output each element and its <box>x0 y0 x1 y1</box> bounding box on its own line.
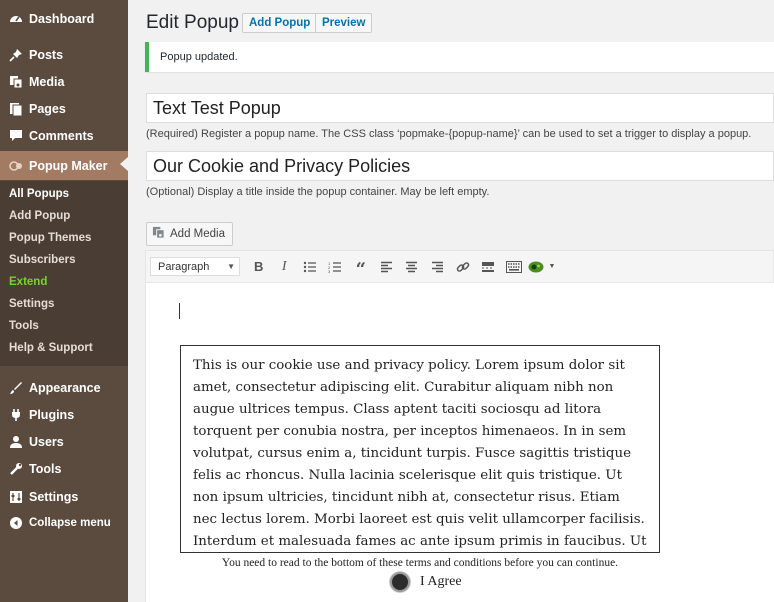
menu-comments[interactable] <box>0 123 128 149</box>
menu-tools[interactable] <box>0 456 128 482</box>
policy-text: This is our cookie use and privacy policy. Lorem ipsum dolor sit amet, consectetur adipiscing elit. Curabitur aliquam nibh non augue ultrices tempus. Class aptent taciti sociosqu ad litora torquent per conubia nostra, per inceptos himenaeos. In in sem volutpat, cursus enim a, tincidunt turpis. Fusce sagittis tristique felis ac rhoncus. Nulla lacinia scelerisque elit quis tristique. Ut non ipsum ultricies, tincidunt nibh at, consectetur risus. Etiam nec lectus lorem. Morbi laoreet est quis velit ullamcorper facilisis. Interdum et malesuada fames ac ante ipsum primis in faucibus. Ut <box>193 358 647 549</box>
align-center-icon <box>405 261 418 273</box>
italic-button[interactable] <box>272 257 298 277</box>
popup-maker-shortcode-button[interactable] <box>527 257 557 277</box>
notice-text: Popup updated. <box>160 51 238 63</box>
popup-maker-submenu <box>0 181 128 366</box>
menu-label: Pages <box>29 102 66 116</box>
popup-title-value: Our Cookie and Privacy Policies <box>153 155 411 176</box>
add-popup-button[interactable]: Add Popup <box>242 13 317 33</box>
read-more-button[interactable] <box>476 257 502 277</box>
italic-icon: I <box>281 258 287 274</box>
popup-title-help: (Optional) Display a title inside the popup container. May be left empty. <box>146 186 490 198</box>
menu-label: Comments <box>29 129 94 143</box>
settings-icon <box>9 490 23 504</box>
popup-name-input[interactable] <box>146 93 774 123</box>
add-media-label: Add Media <box>170 228 225 240</box>
numbered-list-icon <box>328 261 342 273</box>
menu-dashboard[interactable] <box>0 6 128 32</box>
insert-link-button[interactable] <box>450 257 476 277</box>
menu-label: Media <box>29 75 65 89</box>
menu-posts[interactable] <box>0 42 128 68</box>
menu-appearance[interactable] <box>0 375 128 401</box>
pin-icon <box>9 48 23 62</box>
plug-icon <box>9 408 23 422</box>
editor-content[interactable] <box>145 283 774 602</box>
popup-name-value: Text Test Popup <box>153 97 281 118</box>
format-select-value: Paragraph <box>158 260 210 273</box>
terms-note: You need to read to the bottom of these terms and conditions before you can continue. <box>221 557 619 569</box>
submenu-popup-themes[interactable]: Popup Themes <box>9 232 92 244</box>
dashboard-icon <box>9 12 23 26</box>
menu-label: Tools <box>29 462 62 476</box>
menu-media[interactable] <box>0 69 128 95</box>
wrench-icon <box>9 462 23 476</box>
menu-label: Collapse menu <box>29 517 111 529</box>
svg-text:2: 2 <box>328 264 331 270</box>
page-icon <box>9 102 23 116</box>
media-icon <box>9 75 23 89</box>
svg-text:3: 3 <box>328 268 331 273</box>
numbered-list-button[interactable] <box>323 257 349 277</box>
agree-radio[interactable] <box>390 572 410 592</box>
policy-text-box[interactable] <box>180 345 660 553</box>
chevron-down-icon: ▼ <box>548 263 556 270</box>
menu-label: Users <box>29 435 64 449</box>
preview-button[interactable]: Preview <box>315 13 372 33</box>
comment-icon <box>9 129 23 143</box>
text-cursor <box>179 303 180 319</box>
admin-sidebar <box>0 0 128 602</box>
submenu-help-support[interactable]: Help & Support <box>9 342 93 354</box>
page-title: Edit Popup <box>146 12 239 33</box>
menu-users[interactable] <box>0 429 128 455</box>
bold-icon: B <box>254 259 264 274</box>
popup-title-input[interactable] <box>146 151 774 181</box>
menu-label: Settings <box>29 490 79 504</box>
keyboard-icon <box>506 261 522 273</box>
editor-toolbar <box>145 250 774 283</box>
add-media-button[interactable] <box>146 222 233 246</box>
submenu-add-popup[interactable]: Add Popup <box>9 210 71 222</box>
agree-label: I Agree <box>420 574 462 589</box>
blockquote-button[interactable] <box>348 257 374 280</box>
popup-maker-icon <box>9 159 23 173</box>
align-left-icon <box>380 261 393 273</box>
toolbar-toggle-button[interactable] <box>501 257 527 277</box>
read-more-icon <box>481 261 495 273</box>
submenu-extend[interactable]: Extend <box>9 276 48 288</box>
align-left-button[interactable] <box>374 257 400 277</box>
agree-option[interactable] <box>390 572 462 592</box>
collapse-icon <box>9 516 23 530</box>
submenu-subscribers[interactable]: Subscribers <box>9 254 76 266</box>
bullet-list-button[interactable] <box>297 257 323 277</box>
media-icon <box>152 226 165 242</box>
format-select[interactable] <box>150 257 240 276</box>
menu-settings[interactable] <box>0 484 128 510</box>
menu-popup-maker[interactable] <box>0 151 128 180</box>
chevron-down-icon: ▼ <box>227 262 235 271</box>
menu-label: Dashboard <box>29 12 95 26</box>
main-content <box>128 0 774 602</box>
menu-label: Popup Maker <box>29 158 108 173</box>
align-right-icon <box>431 261 444 273</box>
menu-plugins[interactable] <box>0 402 128 428</box>
menu-pages[interactable] <box>0 96 128 122</box>
submenu-settings[interactable]: Settings <box>9 298 55 310</box>
popup-name-help: (Required) Register a popup name. The CSS class ‘popmake-{popup-name}’ can be used to set a trigger to display a popup. <box>146 128 752 140</box>
collapse-menu-button[interactable] <box>0 510 128 536</box>
menu-label: Plugins <box>29 408 75 422</box>
popup-maker-logo-icon <box>528 261 546 273</box>
align-right-button[interactable] <box>425 257 451 277</box>
user-icon <box>9 435 23 449</box>
submenu-all-popups[interactable]: All Popups <box>9 188 70 200</box>
success-notice <box>145 42 774 72</box>
menu-label: Posts <box>29 48 64 62</box>
brush-icon <box>9 381 23 395</box>
bullet-list-icon <box>303 261 317 273</box>
quote-icon: “ <box>355 258 366 280</box>
menu-label: Appearance <box>29 381 101 395</box>
link-icon <box>456 260 470 274</box>
align-center-button[interactable] <box>399 257 425 277</box>
bold-button[interactable] <box>246 257 272 277</box>
svg-text:1: 1 <box>328 260 331 266</box>
submenu-tools[interactable]: Tools <box>9 320 39 332</box>
